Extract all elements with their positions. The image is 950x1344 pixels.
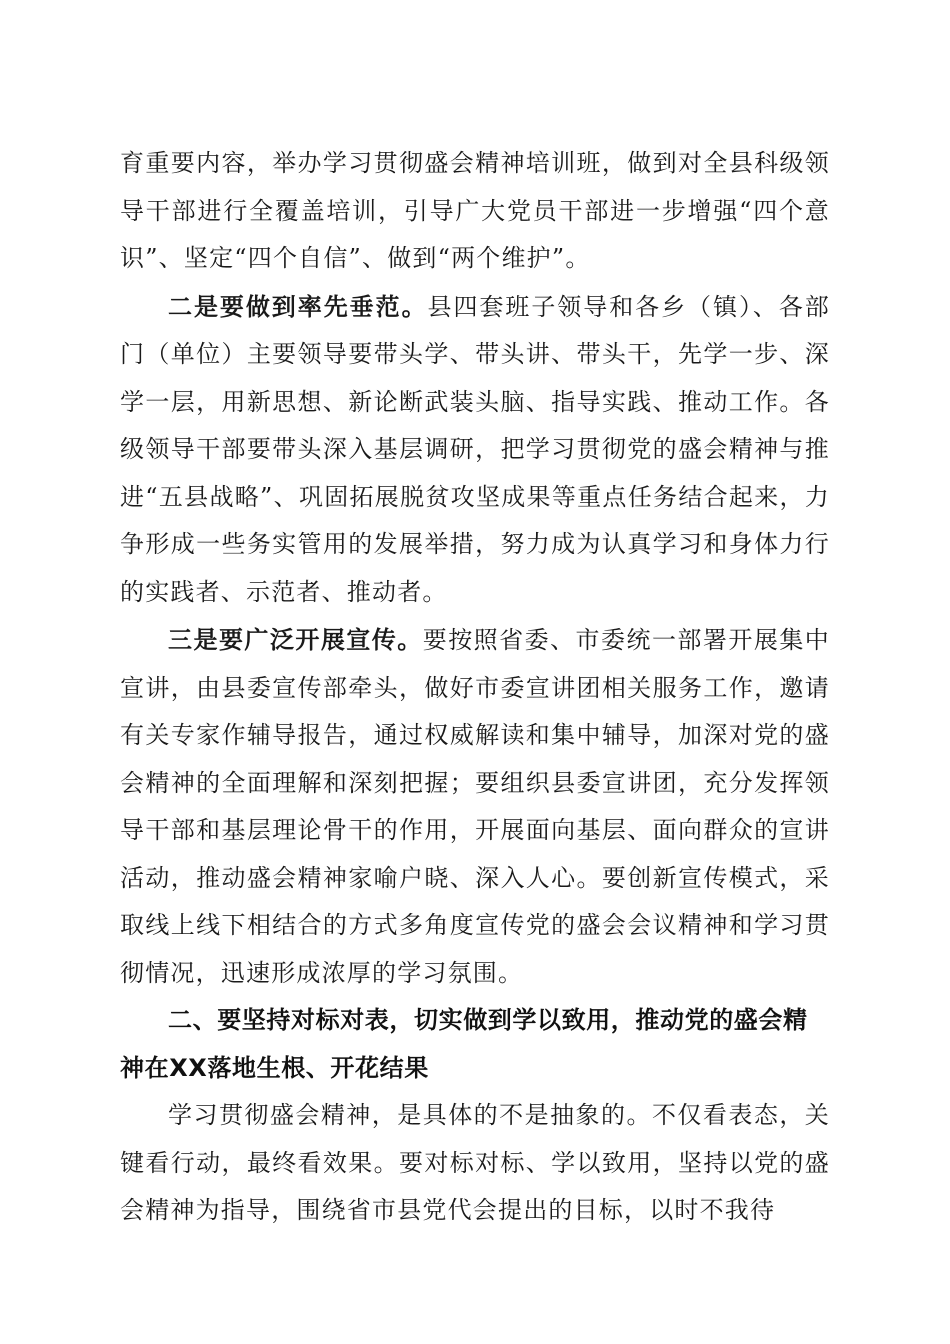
paragraph-continuation: 育重要内容，举办学习贯彻盛会精神培训班，做到对全县科级领导干部进行全覆盖培训，引导广大党员干部进一步增强“四个意识”、坚定“四个自信”、做到“两个维护”。: [120, 149, 830, 272]
paragraph-point-2: [120, 283, 830, 617]
point-2-body: 县四套班子领导和各乡（镇）、各部门（单位）主要领导要带头学、带头讲、带头干，先学一步、深学一层，用新思想、新论断武装头脑、指导实践、推动工作。各级领导干部要带头深入基层调研，把学习贯彻党的盛会精神与推进“五县战略”、巩固拓展脱贫攻坚成果等重点任务结合起来，力争形成一些务实管用的发展举措，努力成为认真学习和身体力行的实践者、示范者、推动者。: [120, 292, 831, 606]
paragraph-section-2-body: 学习贯彻盛会精神，是具体的不是抽象的。不仅看表态，关键看行动，最终看效果。要对标对标、学以致用，坚持以党的盛会精神为指导，围绕省市县党代会提出的目标，以时不我待: [120, 1101, 830, 1224]
point-3-body: 要按照省委、市委统一部署开展集中宣讲，由县委宣传部牵头，做好市委宣讲团相关服务工作，邀请有关专家作辅导报告，通过权威解读和集中辅导，加深对党的盛会精神的全面理解和深刻把握；要组织县委宣讲团，充分发挥领导干部和基层理论骨干的作用，开展面向基层、面向群众的宣讲活动，推动盛会精神家喻户晓、深入人心。要创新宣传模式，采取线上线下相结合的方式多角度宣传党的盛会会议精神和学习贯彻情况，迅速形成浓厚的学习氛围。: [120, 626, 830, 987]
paragraph-point-3: [120, 616, 830, 997]
section-2-heading: 二、要坚持对标对表，切实做到学以致用，推动党的盛会精神在XX落地生根、开花结果: [120, 1006, 808, 1082]
point-3-lead: 三是要广泛开展宣传。: [168, 625, 423, 654]
document-body: [120, 140, 830, 1235]
point-2-lead: 二是要做到率先垂范。: [168, 291, 428, 321]
